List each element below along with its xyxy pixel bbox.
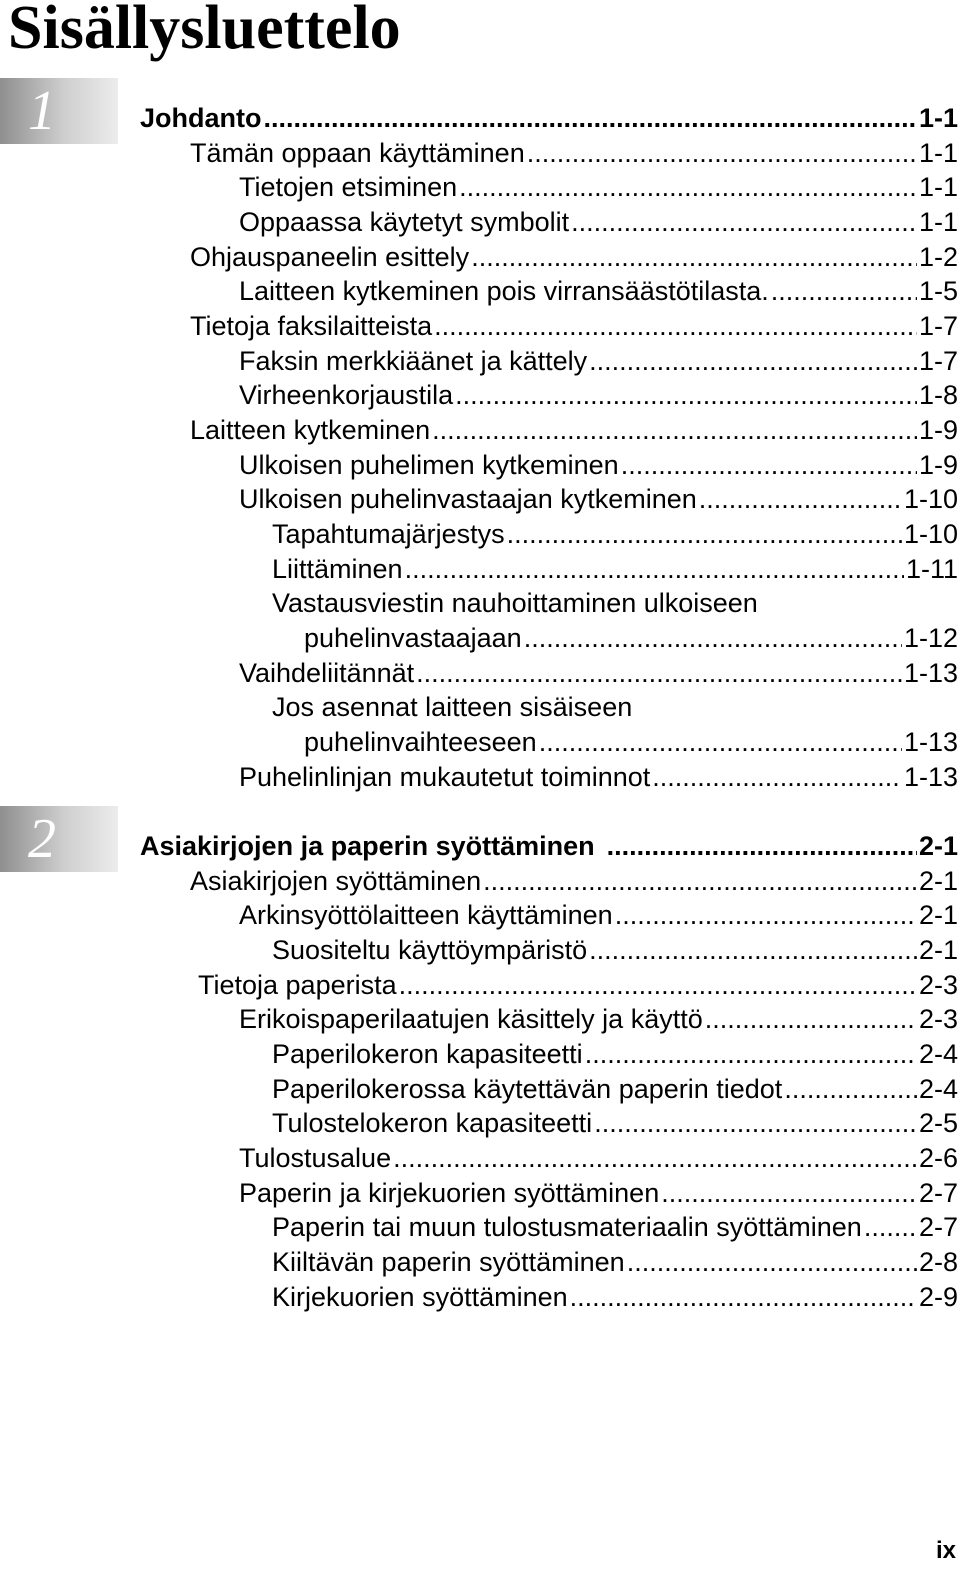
toc-entry-page: 2-3 <box>918 1004 958 1034</box>
toc-entry-title: Asiakirjojen ja paperin syöttäminen <box>140 831 595 861</box>
toc-entry-page: 1-1 <box>918 207 958 237</box>
toc-entry[interactable] <box>190 240 958 274</box>
toc-entry-page: 2-7 <box>918 1212 958 1242</box>
toc-entry-page: 1-13 <box>903 762 958 792</box>
toc-entry[interactable] <box>239 482 958 516</box>
toc-entry[interactable] <box>304 725 958 759</box>
toc-chapter-heading[interactable] <box>140 101 958 135</box>
toc-entry-title: Kiiltävän paperin syöttäminen <box>272 1247 625 1277</box>
toc-entry-title-continuation: puhelinvaihteeseen <box>304 727 537 757</box>
toc-entry-title: Tietoja paperista <box>198 970 397 1000</box>
toc-entry-title: Asiakirjojen syöttäminen <box>190 866 482 896</box>
toc-entry-title: Laitteen kytkeminen pois virransäästötilasta. <box>239 276 769 306</box>
toc-entry-title: Faksin merkkiäänet ja kättely <box>239 346 588 376</box>
toc-entry-page: 1-9 <box>918 450 958 480</box>
toc-entry-page: 1-7 <box>918 346 958 376</box>
toc-entry[interactable] <box>239 656 958 690</box>
leader-dots <box>405 552 904 586</box>
toc-entry[interactable] <box>272 1245 958 1279</box>
leader-dots <box>594 1106 917 1140</box>
leader-dots <box>432 413 917 447</box>
toc-entry[interactable] <box>190 136 958 170</box>
leader-dots <box>607 829 917 863</box>
toc-entry-title: Liittäminen <box>272 554 403 584</box>
toc-entry-title: Paperin ja kirjekuorien syöttäminen <box>239 1178 660 1208</box>
toc-entry[interactable] <box>239 205 958 239</box>
leader-dots <box>399 968 917 1002</box>
toc-entry[interactable] <box>272 1280 958 1314</box>
toc-entry-page: 1-5 <box>918 276 958 306</box>
toc-entry[interactable] <box>239 760 958 794</box>
toc-entry[interactable] <box>272 1106 958 1140</box>
page-title: Sisällysluettelo <box>8 0 401 62</box>
toc-entry-page: 2-1 <box>918 866 958 896</box>
chapter-1-number: 1 <box>28 80 56 142</box>
leader-dots <box>455 378 917 412</box>
toc-entry[interactable] <box>190 309 958 343</box>
toc-entry-page: 2-5 <box>918 1108 958 1138</box>
toc-entry-title: Puhelinlinjan mukautetut toiminnot <box>239 762 651 792</box>
toc-entry-title: Paperilokeron kapasiteetti <box>272 1039 583 1069</box>
toc-entry-page: 1-11 <box>905 554 958 584</box>
leader-dots <box>524 621 902 655</box>
toc-entry-title: Paperilokerossa käytettävän paperin tiedot <box>272 1074 783 1104</box>
toc-entry[interactable] <box>239 448 958 482</box>
toc-entry[interactable] <box>239 344 958 378</box>
toc-entry-title: Oppaassa käytetyt symbolit <box>239 207 570 237</box>
page-number: ix <box>935 1537 956 1564</box>
toc-entry-title: Arkinsyöttölaitteen käyttäminen <box>239 900 613 930</box>
toc-entry-title: Ulkoisen puhelinvastaajan kytkeminen <box>239 484 697 514</box>
toc-entry-page: 1-13 <box>903 658 958 688</box>
toc-entry-page: 2-3 <box>918 970 958 1000</box>
leader-dots <box>589 344 917 378</box>
toc-entry-page: 2-1 <box>918 831 958 861</box>
leader-dots <box>652 760 902 794</box>
leader-dots <box>264 101 917 135</box>
leader-dots <box>699 482 902 516</box>
leader-dots <box>771 274 917 308</box>
toc-entry-page: 1-13 <box>903 727 958 757</box>
toc-entry-page: 1-12 <box>903 623 958 653</box>
leader-dots <box>615 898 917 932</box>
toc-entry[interactable] <box>272 1037 958 1071</box>
toc-entry-page: 1-1 <box>918 172 958 202</box>
toc-entry[interactable] <box>239 378 958 412</box>
toc-entry[interactable] <box>239 898 958 932</box>
toc-entry-title-continuation: puhelinvastaajaan <box>304 623 522 653</box>
toc-entry-page: 1-1 <box>918 138 958 168</box>
toc-entry-title: Tulostusalue <box>239 1143 392 1173</box>
toc-entry[interactable] <box>272 1210 958 1244</box>
leader-dots <box>784 1072 917 1106</box>
toc-entry[interactable] <box>272 552 958 586</box>
toc-entry-title: Erikoispaperilaatujen käsittely ja käyttö <box>239 1004 703 1034</box>
leader-dots <box>661 1176 917 1210</box>
leader-dots <box>705 1002 917 1036</box>
toc-entry-page: 1-8 <box>918 380 958 410</box>
toc-entry[interactable] <box>272 517 958 551</box>
toc-entry[interactable] <box>239 1002 958 1036</box>
leader-dots <box>416 656 902 690</box>
toc-entry-title: Laitteen kytkeminen <box>190 415 431 445</box>
toc-entry-page: 2-6 <box>918 1143 958 1173</box>
toc-entry-title-line-1[interactable]: Vastausviestin nauhoittaminen ulkoiseen <box>272 588 758 618</box>
toc-entry-page: 2-7 <box>918 1178 958 1208</box>
chapter-2-tab <box>0 806 118 872</box>
chapter-2-number: 2 <box>28 808 56 870</box>
toc-chapter-heading[interactable] <box>140 829 958 863</box>
leader-dots <box>507 517 902 551</box>
toc-entry-title: Tulostelokeron kapasiteetti <box>272 1108 593 1138</box>
toc-entry-page: 1-2 <box>918 242 958 272</box>
leader-dots <box>864 1210 917 1244</box>
leader-dots <box>585 1037 917 1071</box>
leader-dots <box>527 136 917 170</box>
toc-entry-page: 2-8 <box>918 1247 958 1277</box>
toc-entry[interactable] <box>239 170 958 204</box>
leader-dots <box>621 448 917 482</box>
leader-dots <box>393 1141 917 1175</box>
leader-dots <box>570 1280 917 1314</box>
toc-entry[interactable] <box>198 968 958 1002</box>
toc-entry-title: Paperin tai muun tulostusmateriaalin syöttäminen <box>272 1212 862 1242</box>
toc-entry[interactable] <box>239 274 958 308</box>
chapter-1-tab <box>0 78 118 144</box>
toc-entry-page: 1-7 <box>918 311 958 341</box>
toc-entry-title: Johdanto <box>140 103 262 133</box>
toc-entry-title: Tietoja faksilaitteista <box>190 311 433 341</box>
toc-entry-page: 2-9 <box>918 1282 958 1312</box>
toc-entry-title: Kirjekuorien syöttäminen <box>272 1282 568 1312</box>
toc-entry[interactable] <box>272 933 958 967</box>
toc-entry-title: Suositeltu käyttöympäristö <box>272 935 588 965</box>
toc-entry-page: 2-4 <box>918 1039 958 1069</box>
toc-entry-page: 1-9 <box>918 415 958 445</box>
toc-entry-title-line-1[interactable]: Jos asennat laitteen sisäiseen <box>272 692 633 722</box>
toc-entry-title: Tapahtumajärjestys <box>272 519 505 549</box>
toc-entry[interactable] <box>239 1176 958 1210</box>
toc-entry-title: Virheenkorjaustila <box>239 380 454 410</box>
toc-entry-page: 2-1 <box>918 935 958 965</box>
toc-entry-page: 2-4 <box>918 1074 958 1104</box>
toc-entry[interactable] <box>190 864 958 898</box>
toc-entry-page: 1-10 <box>903 519 958 549</box>
toc-entry-title: Tietojen etsiminen <box>239 172 458 202</box>
toc-entry-title: Ulkoisen puhelimen kytkeminen <box>239 450 619 480</box>
leader-dots <box>483 864 917 898</box>
toc-entry-title: Tämän oppaan käyttäminen <box>190 138 525 168</box>
toc-entry[interactable] <box>190 413 958 447</box>
leader-dots <box>471 240 917 274</box>
toc-entry[interactable] <box>239 1141 958 1175</box>
leader-dots <box>434 309 917 343</box>
leader-dots <box>539 725 902 759</box>
leader-dots <box>589 933 917 967</box>
toc-entry[interactable] <box>272 1072 958 1106</box>
leader-dots <box>571 205 917 239</box>
leader-dots <box>459 170 917 204</box>
toc-entry-title: Ohjauspaneelin esittely <box>190 242 470 272</box>
toc-entry-title: Vaihdeliitännät <box>239 658 415 688</box>
toc-entry-page: 2-1 <box>918 900 958 930</box>
leader-dots <box>627 1245 917 1279</box>
toc-entry-page: 1-1 <box>918 103 958 133</box>
toc-entry[interactable] <box>304 621 958 655</box>
toc-entry-page: 1-10 <box>903 484 958 514</box>
